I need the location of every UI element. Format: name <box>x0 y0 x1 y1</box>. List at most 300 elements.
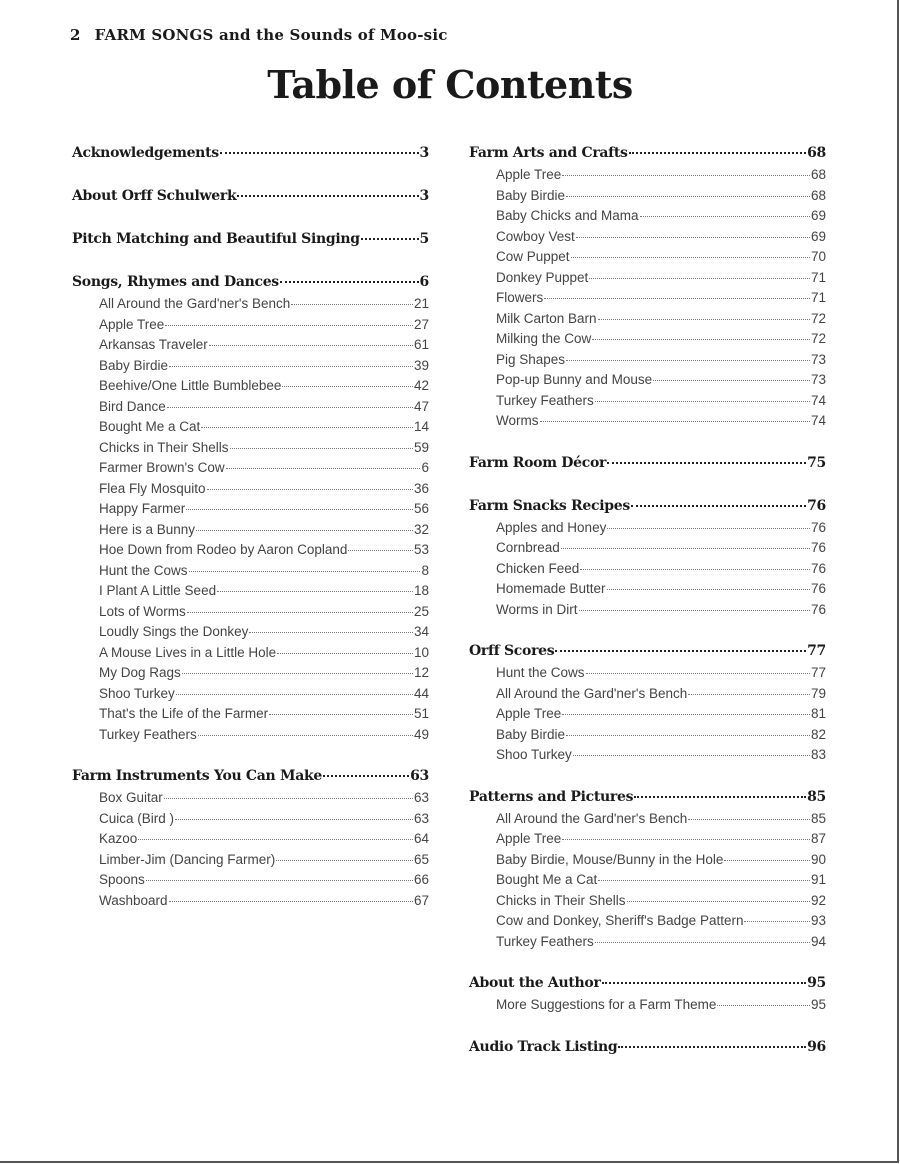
dot-leader <box>634 796 806 798</box>
toc-left-column <box>72 141 429 911</box>
toc-item-label: Milk Carton Barn <box>496 310 597 326</box>
toc-heading-label: Patterns and Pictures <box>469 788 634 805</box>
toc-item-label: All Around the Gard'ner's Bench <box>99 296 291 311</box>
toc-item-page: 95 <box>810 997 826 1012</box>
dot-leader <box>209 345 413 346</box>
toc-item-page: 21 <box>413 296 429 311</box>
toc-section <box>72 270 429 745</box>
toc-item-label: Apple Tree <box>496 167 562 182</box>
toc-item-page: 71 <box>810 269 826 285</box>
dot-leader <box>277 653 413 654</box>
toc-item-label: Cow Puppet <box>496 249 570 264</box>
toc-section <box>469 785 826 953</box>
dot-leader <box>589 278 810 279</box>
toc-item-label: More Suggestions for a Farm Theme <box>496 997 717 1012</box>
dot-leader <box>618 1046 806 1048</box>
toc-heading <box>469 639 826 663</box>
toc-item-page: 91 <box>810 872 826 887</box>
toc-item-page: 18 <box>413 583 429 598</box>
dot-leader <box>598 880 810 881</box>
dot-leader <box>269 714 413 715</box>
toc-heading-page: 68 <box>807 145 826 161</box>
toc-heading <box>469 971 826 995</box>
dot-leader <box>717 1005 810 1006</box>
toc-section <box>469 141 826 432</box>
toc-item-label: Hunt the Cows <box>496 665 585 680</box>
toc-item <box>72 829 429 850</box>
toc-heading <box>72 764 429 788</box>
toc-heading-page: 5 <box>419 231 429 247</box>
toc-item-page: 36 <box>413 480 429 496</box>
toc-item-label: All Around the Gard'ner's Bench <box>496 810 688 826</box>
toc-item-page: 32 <box>413 521 429 537</box>
toc-item-page: 73 <box>810 351 826 367</box>
toc-item-label: Cowboy Vest <box>496 228 575 244</box>
section-gap <box>72 251 429 270</box>
dot-leader <box>598 319 810 320</box>
toc-item-page: 76 <box>810 540 826 555</box>
toc-item-page: 51 <box>413 706 429 721</box>
toc-item-page: 39 <box>413 357 429 373</box>
dot-leader <box>226 468 421 469</box>
dot-leader <box>165 325 413 326</box>
toc-item <box>72 581 429 602</box>
toc-item-label: Limber-Jim (Dancing Farmer) <box>99 851 276 867</box>
toc-item <box>72 520 429 541</box>
toc-heading-label: Farm Arts and Crafts <box>469 145 628 161</box>
toc-item-label: Here is a Bunny <box>99 521 196 537</box>
toc-item <box>72 725 429 746</box>
toc-item <box>72 356 429 377</box>
toc-item-label: Spoons <box>99 872 145 887</box>
toc-item <box>469 600 826 621</box>
dot-leader <box>540 421 810 422</box>
page-number: 2 <box>70 26 81 44</box>
toc-item <box>469 370 826 391</box>
toc-item <box>72 663 429 684</box>
toc-section <box>469 494 826 621</box>
dot-leader <box>640 216 810 217</box>
dot-leader <box>291 304 413 305</box>
dot-leader <box>595 401 810 402</box>
dot-leader <box>562 175 810 176</box>
toc-section <box>469 451 826 475</box>
toc-item-label: Happy Farmer <box>99 501 186 516</box>
toc-item-page: 74 <box>810 392 826 408</box>
toc-heading-label: Farm Snacks Recipes <box>469 497 630 514</box>
dot-leader <box>280 281 419 283</box>
toc-item-page: 76 <box>810 560 826 576</box>
book-title: FARM SONGS and the Sounds of Moo-sic <box>94 26 448 44</box>
toc-item <box>469 350 826 371</box>
toc-item-label: All Around the Gard'ner's Bench <box>496 685 688 701</box>
dot-leader <box>544 298 810 299</box>
section-gap <box>72 208 429 227</box>
toc-item <box>469 891 826 912</box>
toc-item <box>469 309 826 330</box>
dot-leader <box>561 548 810 549</box>
toc-item-page: 73 <box>810 372 826 387</box>
toc-heading-page: 95 <box>807 975 826 991</box>
dot-leader <box>576 237 810 238</box>
toc-section <box>72 141 429 165</box>
toc-heading-page: 63 <box>410 768 429 784</box>
toc-heading-label: Pitch Matching and Beautiful Singing <box>72 231 360 247</box>
section-gap <box>469 952 826 971</box>
toc-item-page: 34 <box>413 624 429 639</box>
toc-item-page: 67 <box>413 892 429 908</box>
dot-leader <box>164 798 413 799</box>
dot-leader <box>724 860 810 861</box>
toc-item-label: Worms in Dirt <box>496 601 578 617</box>
toc-item-page: 68 <box>810 167 826 182</box>
toc-heading-label: Orff Scores <box>469 643 555 659</box>
toc-heading-page: 75 <box>807 454 826 471</box>
toc-heading <box>72 141 429 165</box>
toc-item-label: Chicken Feed <box>496 560 580 576</box>
section-gap <box>72 165 429 184</box>
toc-item-page: 93 <box>810 913 826 928</box>
toc-item-label: Worms <box>496 413 539 428</box>
toc-heading-page: 85 <box>807 788 826 805</box>
toc-item <box>469 559 826 580</box>
dot-leader <box>169 901 413 902</box>
toc-item-label: Donkey Puppet <box>496 269 589 285</box>
toc-section <box>469 639 826 766</box>
toc-item-label: Washboard <box>99 892 168 908</box>
toc-item-page: 83 <box>810 747 826 762</box>
toc-heading-page: 76 <box>807 497 826 514</box>
toc-heading <box>469 494 826 518</box>
toc-item <box>469 391 826 412</box>
toc-heading-page: 3 <box>419 188 429 204</box>
toc-item-label: Homemade Butter <box>496 581 606 596</box>
toc-item-page: 90 <box>810 851 826 867</box>
toc-item-label: Apple Tree <box>496 831 562 846</box>
toc-item-label: Chicks in Their Shells <box>99 439 229 455</box>
dot-leader <box>146 880 413 881</box>
toc-item-page: 14 <box>413 419 429 434</box>
toc-heading <box>72 270 429 294</box>
toc-heading-label: Acknowledgements <box>72 145 219 161</box>
toc-item-page: 74 <box>810 413 826 428</box>
dot-leader <box>237 195 418 197</box>
toc-item-label: That's the Life of the Farmer <box>99 706 269 721</box>
toc-heading <box>469 451 826 475</box>
dot-leader <box>276 860 413 861</box>
toc-item-label: Apple Tree <box>496 706 562 721</box>
toc-heading-page: 96 <box>807 1038 826 1055</box>
toc-heading <box>72 227 429 251</box>
toc-item <box>469 227 826 248</box>
toc-item-page: 81 <box>810 706 826 721</box>
toc-item-page: 70 <box>810 249 826 264</box>
toc-item <box>469 684 826 705</box>
toc-item-label: Baby Birdie <box>496 187 566 203</box>
dot-leader <box>282 386 413 387</box>
dot-leader <box>607 528 810 529</box>
toc-item-label: Apple Tree <box>99 316 165 332</box>
toc-item-page: 69 <box>810 208 826 223</box>
toc-item <box>72 704 429 725</box>
toc-item-page: 68 <box>810 187 826 203</box>
page-title: Table of Contents <box>267 62 633 107</box>
toc-item <box>72 850 429 871</box>
dot-leader <box>175 819 413 820</box>
toc-item-page: 44 <box>413 685 429 701</box>
toc-item <box>72 315 429 336</box>
dot-leader <box>207 489 413 490</box>
toc-item-page: 69 <box>810 228 826 244</box>
toc-item-page: 49 <box>413 726 429 742</box>
toc-item <box>72 397 429 418</box>
toc-item <box>469 329 826 350</box>
toc-item-label: Lots of Worms <box>99 603 186 619</box>
toc-item-label: Pig Shapes <box>496 351 566 367</box>
toc-item-page: 12 <box>413 665 429 680</box>
toc-item <box>72 788 429 809</box>
toc-heading-page: 6 <box>419 274 429 290</box>
toc-heading-page: 3 <box>419 145 429 161</box>
dot-leader <box>176 694 413 695</box>
toc-item-label: My Dog Rags <box>99 665 181 680</box>
dot-leader <box>169 366 413 367</box>
toc-item-label: Farmer Brown's Cow <box>99 460 225 475</box>
toc-item <box>72 870 429 891</box>
toc-section <box>72 764 429 911</box>
toc-item <box>72 540 429 561</box>
toc-item-page: 71 <box>810 290 826 305</box>
toc-item-page: 76 <box>810 601 826 617</box>
toc-item-page: 82 <box>810 726 826 742</box>
dot-leader <box>167 407 413 408</box>
dot-leader <box>688 819 810 820</box>
toc-item <box>72 417 429 438</box>
toc-item-page: 87 <box>810 831 826 846</box>
section-gap <box>469 766 826 785</box>
toc-item-page: 61 <box>413 337 429 352</box>
toc-item-label: Cuica (Bird ) <box>99 810 175 826</box>
toc-section <box>469 971 826 1016</box>
dot-leader <box>562 839 810 840</box>
toc-item <box>469 932 826 953</box>
toc-item <box>469 663 826 684</box>
toc-item <box>72 479 429 500</box>
toc-heading-label: Farm Instruments You Can Make <box>72 768 322 784</box>
toc-section <box>72 184 429 208</box>
toc-item <box>469 288 826 309</box>
dot-leader <box>580 569 810 570</box>
toc-item-label: Hoe Down from Rodeo by Aaron Copland <box>99 542 348 557</box>
toc-item-page: 77 <box>810 665 826 680</box>
dot-leader <box>607 462 806 464</box>
toc-item-page: 64 <box>413 831 429 846</box>
toc-item-label: Baby Birdie, Mouse/Bunny in the Hole <box>496 851 724 867</box>
dot-leader <box>629 152 806 154</box>
toc-item <box>72 684 429 705</box>
dot-leader <box>555 650 806 652</box>
toc-heading-label: Audio Track Listing <box>469 1038 618 1055</box>
dot-leader <box>186 509 413 510</box>
toc-item-label: Pop-up Bunny and Mouse <box>496 372 653 387</box>
toc-item-page: 59 <box>413 439 429 455</box>
toc-item <box>469 247 826 268</box>
toc-item-page: 65 <box>413 851 429 867</box>
toc-item-label: Flea Fly Mosquito <box>99 480 206 496</box>
toc-item <box>469 725 826 746</box>
dot-leader <box>249 632 413 633</box>
toc-item-page: 66 <box>413 872 429 887</box>
toc-item <box>72 891 429 912</box>
section-gap <box>469 620 826 639</box>
toc-item-label: Flowers <box>496 290 544 305</box>
dot-leader <box>607 589 810 590</box>
toc-item <box>469 206 826 227</box>
dot-leader <box>217 591 413 592</box>
toc-item-label: Shoo Turkey <box>496 747 572 762</box>
dot-leader <box>189 571 421 572</box>
toc-item <box>72 643 429 664</box>
toc-item-page: 85 <box>810 810 826 826</box>
toc-item-page: 27 <box>413 316 429 332</box>
toc-heading <box>469 141 826 165</box>
dot-leader <box>688 694 810 695</box>
dot-leader <box>187 612 413 613</box>
dot-leader <box>562 714 810 715</box>
toc-item-label: Beehive/One Little Bumblebee <box>99 378 282 393</box>
toc-item <box>72 458 429 479</box>
dot-leader <box>230 448 413 449</box>
toc-item-label: Kazoo <box>99 831 138 846</box>
toc-item-label: Loudly Sings the Donkey <box>99 624 249 639</box>
toc-item-label: Turkey Feathers <box>99 726 197 742</box>
toc-section <box>469 1035 826 1059</box>
toc-item <box>469 911 826 932</box>
toc-item-label: Milking the Cow <box>496 331 592 346</box>
toc-item <box>469 268 826 289</box>
section-gap <box>469 1016 826 1035</box>
dot-leader <box>602 982 807 984</box>
dot-leader <box>627 901 810 902</box>
dot-leader <box>182 673 413 674</box>
dot-leader <box>201 427 413 428</box>
toc-item <box>469 186 826 207</box>
toc-item-page: 76 <box>810 519 826 535</box>
dot-leader <box>592 339 810 340</box>
toc-item-label: I Plant A Little Seed <box>99 583 217 598</box>
dot-leader <box>573 755 810 756</box>
toc-heading-label: About the Author <box>469 975 601 991</box>
toc-item-page: 92 <box>810 892 826 908</box>
toc-item-page: 25 <box>413 603 429 619</box>
toc-item-label: Baby Chicks and Mama <box>496 208 639 223</box>
toc-item-page: 42 <box>413 378 429 393</box>
toc-item <box>72 335 429 356</box>
dot-leader <box>138 839 413 840</box>
dot-leader <box>323 775 409 777</box>
dot-leader <box>566 735 810 736</box>
dot-leader <box>361 238 419 240</box>
dot-leader <box>595 942 810 943</box>
dot-leader <box>198 735 413 736</box>
toc-item <box>469 538 826 559</box>
dot-leader <box>579 610 810 611</box>
toc-item <box>469 850 826 871</box>
toc-item-label: Cornbread <box>496 540 560 555</box>
toc-item-page: 76 <box>810 581 826 596</box>
toc-item-label: Box Guitar <box>99 790 163 805</box>
toc-item-page: 72 <box>810 310 826 326</box>
toc-item <box>72 809 429 830</box>
toc-section <box>72 227 429 251</box>
dot-leader <box>571 257 810 258</box>
toc-item-page: 94 <box>810 933 826 949</box>
toc-heading <box>469 785 826 809</box>
toc-item-page: 10 <box>413 644 429 660</box>
toc-item <box>72 622 429 643</box>
toc-item <box>72 376 429 397</box>
toc-item <box>469 995 826 1016</box>
dot-leader <box>566 360 810 361</box>
toc-heading-label: Songs, Rhymes and Dances <box>72 274 279 290</box>
toc-item-label: Arkansas Traveler <box>99 337 208 352</box>
toc-item-page: 47 <box>413 398 429 414</box>
toc-heading-page: 77 <box>807 643 826 659</box>
toc-item-page: 79 <box>810 685 826 701</box>
dot-leader <box>196 530 413 531</box>
dot-leader <box>348 550 413 551</box>
toc-heading-label: About Orff Schulwerk <box>72 188 237 204</box>
toc-item-label: Bought Me a Cat <box>496 872 598 887</box>
dot-leader <box>744 921 809 922</box>
section-gap <box>469 432 826 451</box>
toc-item <box>469 829 826 850</box>
toc-item-label: Bought Me a Cat <box>99 419 201 434</box>
toc-item-label: Turkey Feathers <box>496 933 594 949</box>
toc-item <box>469 870 826 891</box>
toc-heading <box>72 184 429 208</box>
toc-item <box>469 411 826 432</box>
toc-item-page: 56 <box>413 501 429 516</box>
toc-item-label: Baby Birdie <box>496 726 566 742</box>
toc-item <box>72 602 429 623</box>
toc-item-label: A Mouse Lives in a Little Hole <box>99 644 277 660</box>
running-head <box>70 26 448 44</box>
toc-item-label: Bird Dance <box>99 398 166 414</box>
dot-leader <box>220 152 419 154</box>
section-gap <box>72 745 429 764</box>
toc-item-label: Chicks in Their Shells <box>496 892 626 908</box>
toc-item <box>469 579 826 600</box>
toc-item <box>72 438 429 459</box>
toc-item <box>469 745 826 766</box>
toc-item-page: 72 <box>810 331 826 346</box>
toc-item <box>469 809 826 830</box>
dot-leader <box>653 380 810 381</box>
toc-item-label: Shoo Turkey <box>99 685 175 701</box>
toc-item-label: Cow and Donkey, Sheriff's Badge Pattern <box>496 913 744 928</box>
toc-heading <box>469 1035 826 1059</box>
dot-leader <box>586 673 810 674</box>
toc-item <box>469 704 826 725</box>
dot-leader <box>631 505 806 507</box>
toc-item <box>72 294 429 315</box>
toc-item <box>469 165 826 186</box>
toc-item <box>469 518 826 539</box>
toc-item-page: 63 <box>413 790 429 805</box>
dot-leader <box>566 196 810 197</box>
toc-right-column <box>469 141 826 1059</box>
